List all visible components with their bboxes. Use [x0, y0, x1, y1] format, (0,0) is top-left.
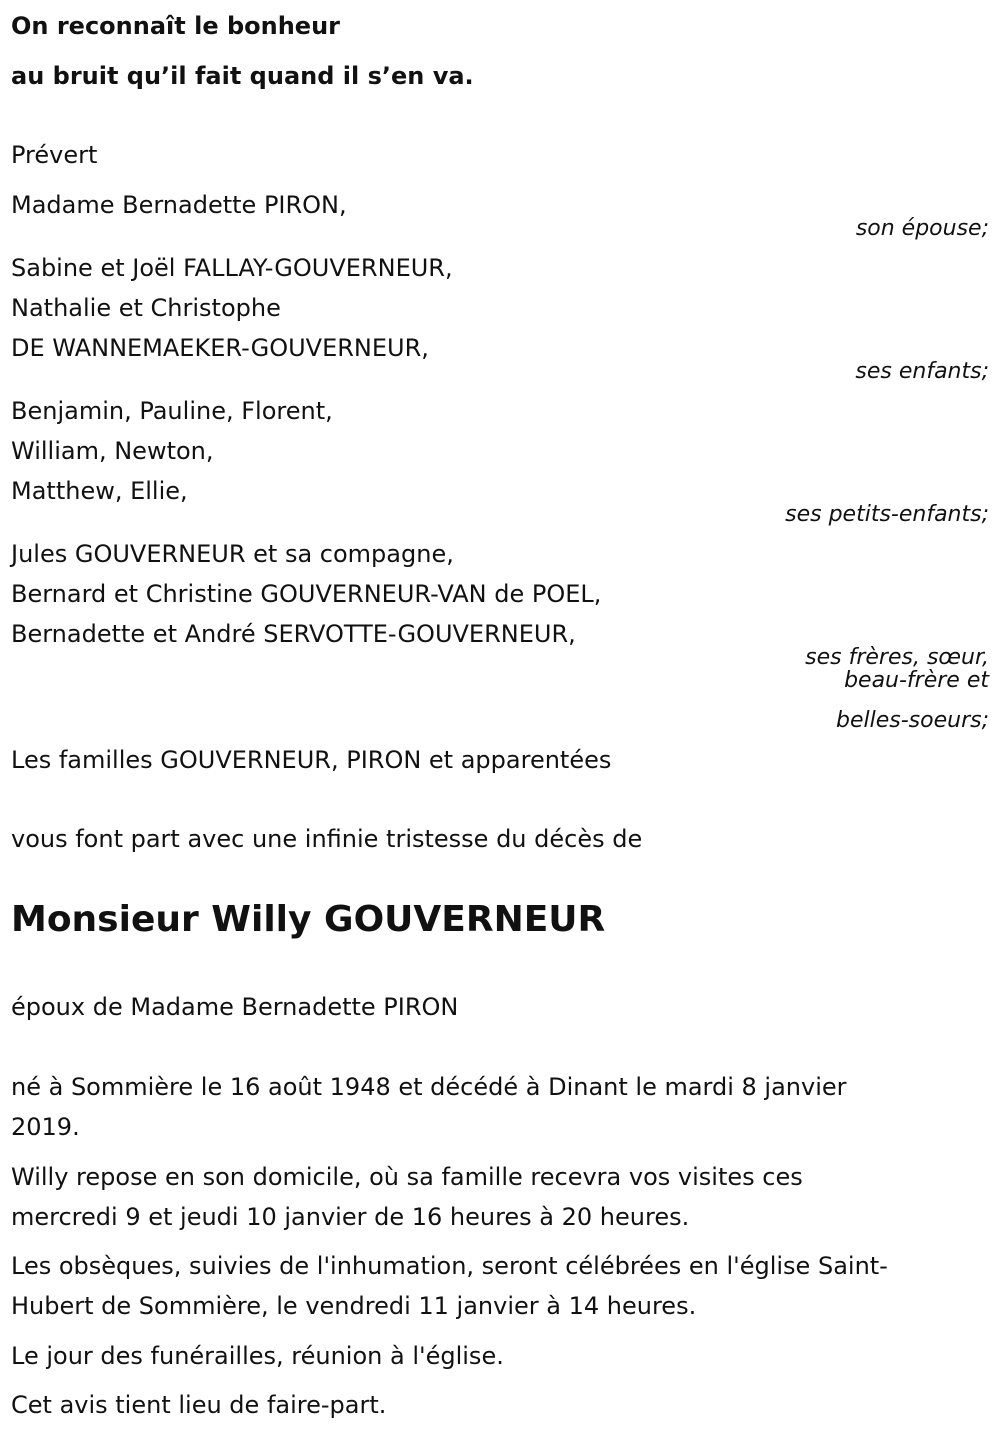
funeral-line-1: Les obsèques, suivies de l'inhumation, seront célébrées en l'église Saint- [11, 1252, 888, 1280]
visits-line-2: mercredi 9 et jeudi 10 janvier de 16 heures à 20 heures. [11, 1203, 690, 1231]
visits-line-1: Willy repose en son domicile, où sa famille recevra vos visites ces [11, 1163, 803, 1191]
announcement-text: vous font part avec une infinie tristesse du décès de [11, 825, 643, 853]
children-line-2: Nathalie et Christophe [11, 294, 281, 322]
grandchildren-line-1: Benjamin, Pauline, Florent, [11, 397, 333, 425]
siblings-role-line-1: ses frères, sœur, [805, 645, 989, 670]
children-line-1: Sabine et Joël FALLAY-GOUVERNEUR, [11, 254, 453, 282]
quote-line-2: au bruit qu’il fait quand il s’en va. [11, 62, 474, 90]
grandchildren-line-3: Matthew, Ellie, [11, 477, 188, 505]
siblings-line-3: Bernadette et André SERVOTTE-GOUVERNEUR, [11, 620, 576, 648]
quote-line-1: On reconnaît le bonheur [11, 12, 340, 40]
other-families: Les familles GOUVERNEUR, PIRON et apparentées [11, 746, 612, 774]
spouse-of-text: époux de Madame Bernadette PIRON [11, 993, 459, 1021]
funeral-line-2: Hubert de Sommière, le vendredi 11 janvier à 14 heures. [11, 1292, 697, 1320]
siblings-role-line-3: belles-soeurs; [836, 708, 989, 733]
spouse-role: son épouse; [855, 216, 989, 241]
grandchildren-role: ses petits-enfants; [785, 502, 989, 527]
siblings-line-2: Bernard et Christine GOUVERNEUR-VAN de POEL, [11, 580, 602, 608]
grandchildren-line-2: William, Newton, [11, 437, 214, 465]
birth-death-line-1: né à Sommière le 16 août 1948 et décédé à Dinant le mardi 8 janvier [11, 1073, 847, 1101]
siblings-line-1: Jules GOUVERNEUR et sa compagne, [11, 540, 454, 568]
children-role: ses enfants; [855, 359, 989, 384]
spouse-name: Madame Bernadette PIRON, [11, 191, 347, 219]
children-line-3: DE WANNEMAEKER-GOUVERNEUR, [11, 334, 429, 362]
siblings-role-line-2: beau-frère et [844, 668, 989, 693]
quote-author: Prévert [11, 141, 98, 169]
meeting-text: Le jour des funérailles, réunion à l'église. [11, 1342, 504, 1370]
deceased-name: Monsieur Willy GOUVERNEUR [11, 899, 606, 940]
birth-death-line-2: 2019. [11, 1113, 80, 1141]
notice-text: Cet avis tient lieu de faire-part. [11, 1391, 387, 1419]
